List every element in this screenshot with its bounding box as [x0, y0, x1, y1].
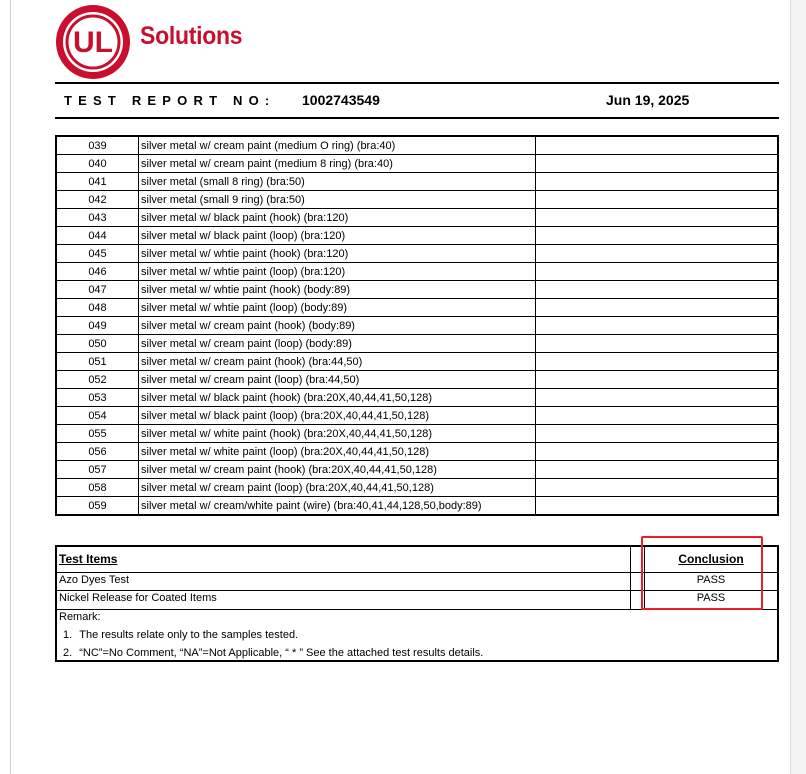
sample-number: 039 — [56, 136, 139, 155]
sample-description: silver metal w/ white paint (loop) (bra:20X,40,44,41,50,128) — [139, 443, 536, 461]
sample-description: silver metal w/ cream paint (loop) (bra:44,50) — [139, 371, 536, 389]
sample-description: silver metal w/ cream paint (medium O ring) (bra:40) — [139, 136, 536, 155]
sample-row — [56, 155, 778, 173]
sample-description: silver metal w/ whtie paint (hook) (bra:120) — [139, 245, 536, 263]
sample-number: 045 — [56, 245, 139, 263]
sample-empty-cell — [536, 389, 779, 407]
sample-description: silver metal (small 8 ring) (bra:50) — [139, 173, 536, 191]
remark-number: 2. — [63, 647, 73, 659]
remark-number: 1. — [63, 629, 73, 641]
sample-empty-cell — [536, 173, 779, 191]
sample-row — [56, 136, 778, 155]
viewer-scrollbar[interactable] — [790, 0, 806, 774]
sample-empty-cell — [536, 299, 779, 317]
sample-description: silver metal w/ cream paint (hook) (bra:44,50) — [139, 353, 536, 371]
page-left-edge — [10, 0, 11, 774]
conclusion-value: PASS — [696, 574, 726, 586]
sample-row — [56, 443, 778, 461]
sample-row — [56, 245, 778, 263]
sample-number: 040 — [56, 155, 139, 173]
sample-row — [56, 317, 778, 335]
remark-text: “NC”=No Comment, “NA”=Not Applicable, “ * ” See the attached test results details. — [79, 647, 484, 659]
sample-row — [56, 227, 778, 245]
logo-text: UL — [73, 26, 113, 59]
test-item-name: Nickel Release for Coated Items — [59, 592, 217, 604]
sample-empty-cell — [536, 191, 779, 209]
sample-number: 056 — [56, 443, 139, 461]
sample-description: silver metal w/ cream paint (medium 8 ring) (bra:40) — [139, 155, 536, 173]
sample-description: silver metal w/ whtie paint (hook) (body:89) — [139, 281, 536, 299]
sample-number: 058 — [56, 479, 139, 497]
sample-row — [56, 299, 778, 317]
sample-number: 054 — [56, 407, 139, 425]
ul-logo — [53, 2, 133, 82]
remark-text: The results relate only to the samples tested. — [79, 629, 299, 641]
sample-description: silver metal w/ cream paint (loop) (bra:20X,40,44,41,50,128) — [139, 479, 536, 497]
sample-description: silver metal w/ whtie paint (loop) (body:89) — [139, 299, 536, 317]
sample-empty-cell — [536, 407, 779, 425]
sample-description: silver metal w/ cream paint (hook) (bra:20X,40,44,41,50,128) — [139, 461, 536, 479]
sample-description: silver metal w/ black paint (loop) (bra:20X,40,44,41,50,128) — [139, 407, 536, 425]
sample-empty-cell — [536, 317, 779, 335]
report-number: 1002743549 — [302, 92, 380, 108]
sample-empty-cell — [536, 425, 779, 443]
sample-row — [56, 209, 778, 227]
sample-number: 052 — [56, 371, 139, 389]
sample-description: silver metal w/ cream/white paint (wire) (bra:40,41,44,128,50,body:89) — [139, 497, 536, 516]
sample-number: 041 — [56, 173, 139, 191]
sample-row — [56, 407, 778, 425]
sample-description: silver metal w/ cream paint (hook) (body:89) — [139, 317, 536, 335]
test-item-name: Azo Dyes Test — [59, 574, 130, 586]
conclusion-header: Conclusion — [678, 552, 744, 566]
sample-number: 050 — [56, 335, 139, 353]
sample-row — [56, 191, 778, 209]
sample-empty-cell — [536, 155, 779, 173]
sample-empty-cell — [536, 353, 779, 371]
remark-item — [63, 629, 298, 641]
sample-empty-cell — [536, 281, 779, 299]
sample-empty-cell — [536, 263, 779, 281]
sample-empty-cell — [536, 209, 779, 227]
sample-number: 043 — [56, 209, 139, 227]
conclusion-value: PASS — [696, 592, 726, 604]
sample-number: 044 — [56, 227, 139, 245]
sample-row — [56, 371, 778, 389]
sample-empty-cell — [536, 443, 779, 461]
test-items-header: Test Items — [59, 552, 118, 566]
sample-number: 051 — [56, 353, 139, 371]
sample-number: 047 — [56, 281, 139, 299]
report-date: Jun 19, 2025 — [606, 92, 690, 108]
sample-number: 042 — [56, 191, 139, 209]
brand-name: Solutions — [140, 22, 243, 50]
sample-row — [56, 479, 778, 497]
sample-description: silver metal w/ black paint (hook) (bra:20X,40,44,41,50,128) — [139, 389, 536, 407]
remark-label: Remark: — [59, 611, 101, 623]
sample-row — [56, 389, 778, 407]
sample-row — [56, 461, 778, 479]
sample-row — [56, 497, 778, 516]
sample-number: 048 — [56, 299, 139, 317]
sample-empty-cell — [536, 245, 779, 263]
sample-row — [56, 173, 778, 191]
sample-description: silver metal w/ cream paint (loop) (body:89) — [139, 335, 536, 353]
sample-empty-cell — [536, 497, 779, 516]
sample-empty-cell — [536, 461, 779, 479]
sample-description: silver metal w/ whtie paint (loop) (bra:120) — [139, 263, 536, 281]
sample-empty-cell — [536, 335, 779, 353]
sample-description: silver metal w/ black paint (loop) (bra:120) — [139, 227, 536, 245]
sample-number: 057 — [56, 461, 139, 479]
sample-number: 049 — [56, 317, 139, 335]
header-rule-bottom — [55, 117, 779, 119]
sample-description: silver metal w/ white paint (hook) (bra:20X,40,44,41,50,128) — [139, 425, 536, 443]
sample-empty-cell — [536, 371, 779, 389]
header-rule-top — [55, 82, 779, 84]
sample-description: silver metal (small 9 ring) (bra:50) — [139, 191, 536, 209]
sample-description: silver metal w/ black paint (hook) (bra:120) — [139, 209, 536, 227]
remark-item — [63, 647, 483, 659]
sample-row — [56, 353, 778, 371]
sample-row — [56, 263, 778, 281]
sample-row — [56, 281, 778, 299]
report-label: TEST REPORT NO: — [64, 93, 276, 108]
sample-number: 053 — [56, 389, 139, 407]
samples-table — [55, 135, 779, 516]
sample-empty-cell — [536, 479, 779, 497]
sample-number: 055 — [56, 425, 139, 443]
sample-number: 059 — [56, 497, 139, 516]
sample-number: 046 — [56, 263, 139, 281]
conclusion-highlight-box — [641, 536, 763, 610]
sample-row — [56, 335, 778, 353]
sample-empty-cell — [536, 227, 779, 245]
column-divider — [630, 547, 631, 609]
sample-row — [56, 425, 778, 443]
sample-empty-cell — [536, 136, 779, 155]
